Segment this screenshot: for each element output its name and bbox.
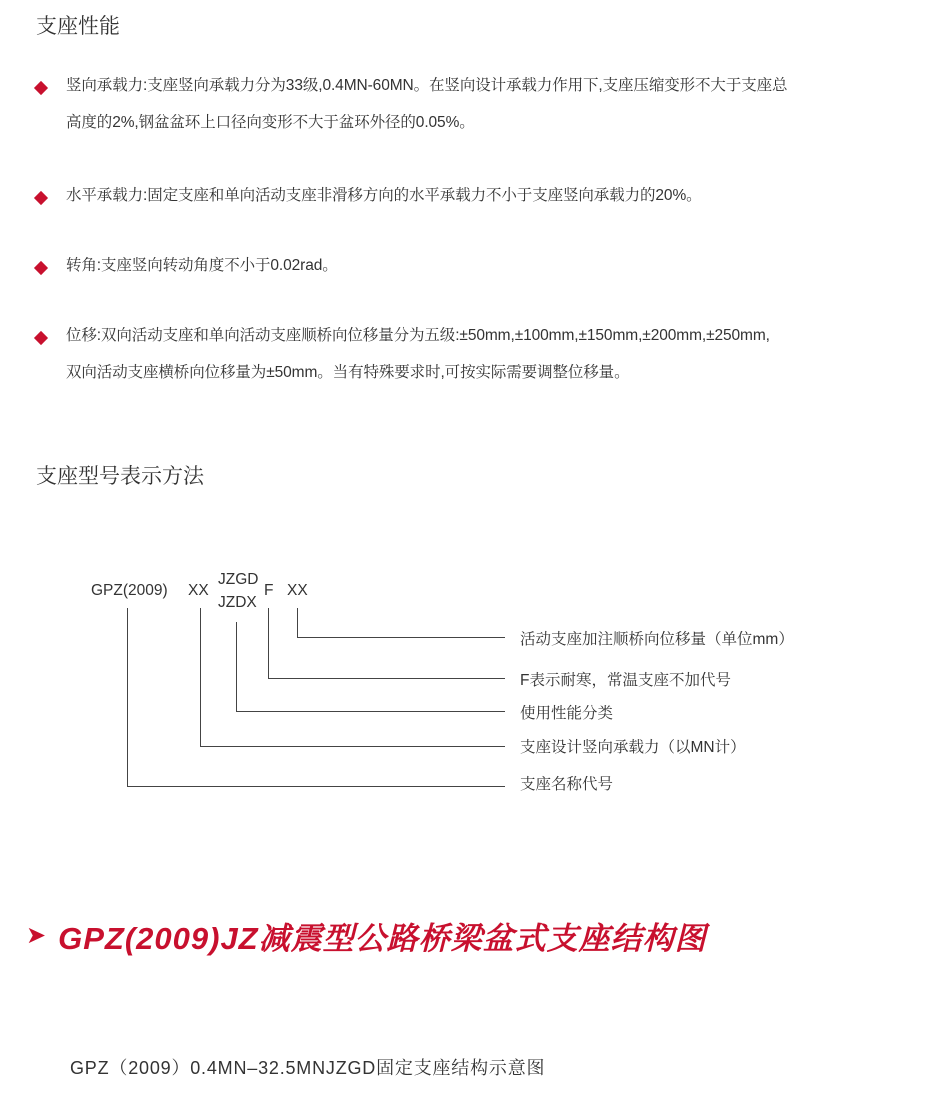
red-arrow-icon: ➤	[26, 921, 47, 949]
legend-name: 支座名称代号	[520, 776, 614, 793]
model-title: 支座型号表示方法	[36, 465, 204, 488]
diamond-bullet-icon	[34, 81, 48, 95]
performance-item-displacement	[36, 326, 896, 391]
performance-item-text: 位移:双向活动支座和单向活动支座顺桥向位移量分为五级:±50mm,±100mm,±150mm,±200mm,±250mm,	[66, 327, 770, 344]
connector-line	[268, 608, 269, 678]
performance-title: 支座性能	[36, 15, 120, 38]
performance-item-text: 水平承载力:固定支座和单向活动支座非滑移方向的水平承载力不小于支座竖向承载力的20%。	[66, 187, 702, 204]
diamond-bullet-icon	[34, 191, 48, 205]
structure-caption: GPZ（2009）0.4MN–32.5MNJZGD固定支座结构示意图	[70, 1058, 546, 1078]
code-type-bottom: JZDX	[218, 594, 257, 611]
performance-item-text: 双向活动支座横桥向位移量为±50mm。当有特殊要求时,可按实际需要调整位移量。	[66, 364, 630, 381]
connector-line	[236, 711, 505, 712]
code-type-top: JZGD	[218, 571, 259, 588]
code-cold: F	[264, 582, 274, 599]
code-capacity: XX	[188, 582, 209, 599]
connector-line	[268, 678, 505, 679]
diamond-bullet-icon	[34, 331, 48, 345]
legend-cold: F表示耐寒，常温支座不加代号	[520, 672, 731, 689]
diamond-bullet-icon	[34, 261, 48, 275]
code-prefix: GPZ(2009)	[91, 582, 168, 599]
connector-line	[127, 608, 128, 786]
performance-item-text: 转角:支座竖向转动角度不小于0.02rad。	[66, 257, 338, 274]
connector-line	[127, 786, 505, 787]
structure-title: GPZ(2009)JZ减震型公路桥梁盆式支座结构图	[58, 921, 707, 956]
connector-line	[200, 608, 201, 746]
performance-item-text: 竖向承载力:支座竖向承载力分为33级,0.4MN-60MN。在竖向设计承载力作用下,支座压缩变形不大于支座总	[66, 77, 788, 94]
performance-item-horizontal	[36, 186, 896, 214]
connector-line	[236, 622, 237, 711]
performance-item-vertical	[36, 76, 896, 141]
structure-heading	[26, 913, 707, 958]
code-displacement: XX	[287, 582, 308, 599]
legend-type: 使用性能分类	[520, 705, 614, 722]
connector-line	[200, 746, 505, 747]
legend-capacity: 支座设计竖向承载力（以MN计）	[520, 739, 746, 756]
performance-item-text: 高度的2%,钢盆盆环上口径向变形不大于盆环外径的0.05%。	[66, 114, 475, 131]
legend-displacement: 活动支座加注顺桥向位移量（单位mm）	[520, 631, 794, 648]
connector-line	[297, 637, 505, 638]
connector-line	[297, 608, 298, 637]
performance-item-rotation	[36, 256, 896, 284]
